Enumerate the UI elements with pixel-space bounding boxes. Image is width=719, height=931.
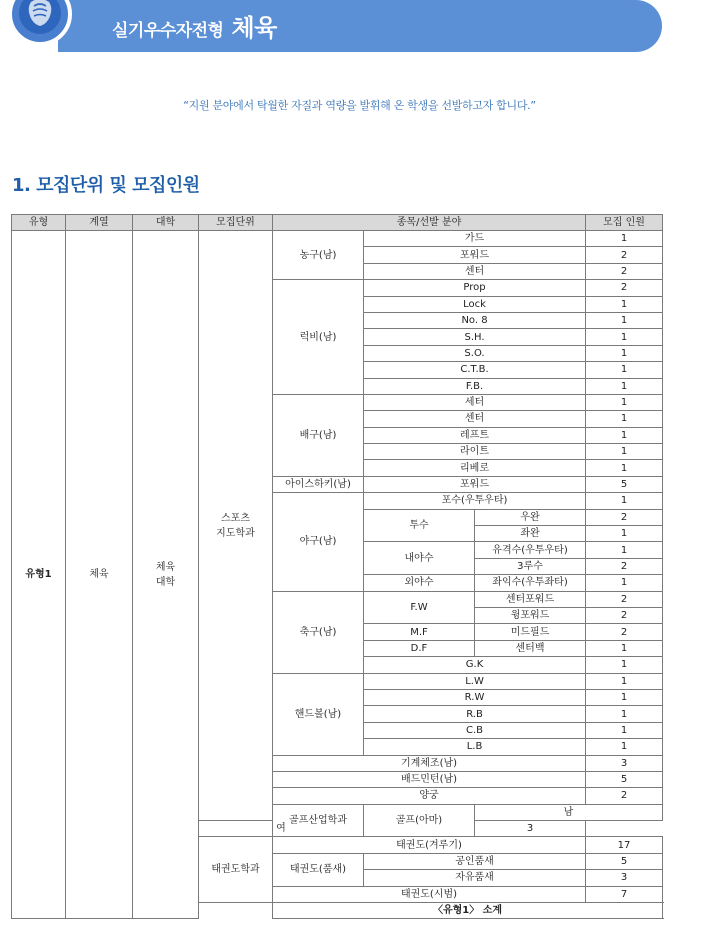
position-group: M.F xyxy=(364,624,475,640)
intro-quote: “지원 분야에서 탁월한 자질과 역량을 발휘해 온 학생을 선발하고자 합니다.” xyxy=(183,99,536,112)
position-cell: 센터백 xyxy=(475,640,586,656)
position-cell: Lock xyxy=(364,296,586,312)
count-cell: 1 xyxy=(586,312,663,328)
position-cell: 여 xyxy=(199,821,364,837)
sport-cell: 태권도(겨루기) xyxy=(273,837,586,853)
count-cell: 1 xyxy=(586,526,663,542)
count-cell: 1 xyxy=(586,657,663,673)
count-cell: 17 xyxy=(586,837,663,853)
sport-cell: 기계체조(남) xyxy=(273,755,586,771)
count-cell: 1 xyxy=(586,739,663,755)
position-cell: Prop xyxy=(364,280,586,296)
sport-rugby: 럭비(남) xyxy=(273,280,364,395)
sport-soccer: 축구(남) xyxy=(273,591,364,673)
count-cell: 5 xyxy=(586,476,663,492)
count-cell: 1 xyxy=(586,394,663,410)
sport-cell: 배드민턴(남) xyxy=(273,771,586,787)
count-cell: 2 xyxy=(586,247,663,263)
count-cell: 5 xyxy=(586,853,663,869)
header-count: 모집 인원 xyxy=(586,215,663,231)
position-cell: 리베로 xyxy=(364,460,586,476)
lion-emblem-icon xyxy=(19,0,61,34)
type-cell: 유형1 xyxy=(12,231,66,919)
count-cell: 1 xyxy=(586,673,663,689)
count-cell: 2 xyxy=(586,788,663,804)
position-cell: 센터포워드 xyxy=(475,591,586,607)
sport-icehockey: 아이스하키(남) xyxy=(273,476,364,492)
position-cell: 센터 xyxy=(364,411,586,427)
recruitment-table xyxy=(11,214,663,919)
position-cell: 우완 xyxy=(475,509,586,525)
sport-basketball: 농구(남) xyxy=(273,231,364,280)
sport-volleyball: 배구(남) xyxy=(273,394,364,476)
count-cell: 5 xyxy=(586,771,663,787)
position-cell: 센터 xyxy=(364,263,586,279)
count-cell: 1 xyxy=(586,362,663,378)
header-track: 계열 xyxy=(66,215,133,231)
header-type: 유형 xyxy=(12,215,66,231)
count-cell: 1 xyxy=(586,640,663,656)
position-cell: 자유품새 xyxy=(364,870,586,886)
count-cell: 3 xyxy=(586,870,663,886)
table-row xyxy=(12,231,663,247)
position-cell: 3루수 xyxy=(475,558,586,574)
count-cell: 1 xyxy=(586,345,663,361)
position-cell: 좌완 xyxy=(475,526,586,542)
count-cell: 1 xyxy=(586,542,663,558)
count-cell: 1 xyxy=(586,460,663,476)
sport-taekwondo-poomsae: 태권도(품새) xyxy=(273,853,364,886)
position-cell: 라이트 xyxy=(364,444,586,460)
count-cell: 1 xyxy=(586,493,663,509)
position-cell: L.B xyxy=(364,739,586,755)
position-cell: F.B. xyxy=(364,378,586,394)
position-cell: 윙포워드 xyxy=(475,607,586,623)
position-group: F.W xyxy=(364,591,475,624)
count-cell: 1 xyxy=(586,231,663,247)
header-unit: 모집단위 xyxy=(199,215,273,231)
position-cell: C.T.B. xyxy=(364,362,586,378)
college-cell: 체육 대학 xyxy=(133,231,199,919)
position-cell: S.H. xyxy=(364,329,586,345)
position-group: D.F xyxy=(364,640,475,656)
position-cell: 미드필드 xyxy=(475,624,586,640)
count-cell: 2 xyxy=(586,280,663,296)
position-cell: 공인품새 xyxy=(364,853,586,869)
table-header-row xyxy=(12,215,663,231)
position-cell: No. 8 xyxy=(364,312,586,328)
sport-cell: 태권도(시범) xyxy=(273,886,586,902)
position-cell: 레프트 xyxy=(364,427,586,443)
position-cell: 포수(우투우타) xyxy=(364,493,586,509)
count-cell: 1 xyxy=(586,411,663,427)
sport-golf: 골프(아마) xyxy=(364,804,475,837)
position-cell: 가드 xyxy=(364,231,586,247)
position-cell: 유격수(우투우타) xyxy=(475,542,586,558)
position-cell: L.W xyxy=(364,673,586,689)
field-name: 체육 xyxy=(231,14,277,42)
position-group: 투수 xyxy=(364,509,475,542)
unit-golf: 골프산업학과 xyxy=(273,804,364,837)
count-cell: 1 xyxy=(586,444,663,460)
sport-cell: 양궁 xyxy=(273,788,586,804)
position-cell: R.W xyxy=(364,689,586,705)
unit-sports: 스포츠 지도학과 xyxy=(199,231,273,821)
header-sport: 종목/선발 분야 xyxy=(273,215,586,231)
sport-handball: 핸드볼(남) xyxy=(273,673,364,755)
count-cell: 1 xyxy=(586,722,663,738)
count-cell: 1 xyxy=(586,689,663,705)
subtotal-label: 〈유형1〉 소계 xyxy=(273,903,663,919)
count-cell: 2 xyxy=(586,509,663,525)
section-title: 1. 모집단위 및 모집인원 xyxy=(12,175,200,196)
position-group: 내야수 xyxy=(364,542,475,575)
position-cell: 남 xyxy=(475,804,663,820)
admission-type: 실기우수자전형 xyxy=(112,21,224,41)
count-cell: 1 xyxy=(586,378,663,394)
position-cell: 포워드 xyxy=(364,476,586,492)
count-cell: 7 xyxy=(586,886,663,902)
track-cell: 체육 xyxy=(66,231,133,919)
count-cell: 2 xyxy=(586,558,663,574)
count-cell: 3 xyxy=(475,821,586,837)
count-cell: 2 xyxy=(586,607,663,623)
position-cell: 세터 xyxy=(364,394,586,410)
position-cell: R.B xyxy=(364,706,586,722)
banner-title xyxy=(112,8,277,43)
count-cell: 1 xyxy=(586,575,663,591)
sport-baseball: 야구(남) xyxy=(273,493,364,591)
position-cell: G.K xyxy=(364,657,586,673)
count-cell: 2 xyxy=(586,263,663,279)
unit-taekwondo: 태권도학과 xyxy=(199,837,273,903)
count-cell: 2 xyxy=(586,591,663,607)
header-college: 대학 xyxy=(133,215,199,231)
count-cell: 1 xyxy=(586,329,663,345)
count-cell: 1 xyxy=(586,427,663,443)
position-cell: C.B xyxy=(364,722,586,738)
position-group: 외야수 xyxy=(364,575,475,591)
count-cell: 3 xyxy=(586,755,663,771)
count-cell: 1 xyxy=(586,296,663,312)
position-cell: S.O. xyxy=(364,345,586,361)
position-cell: 포워드 xyxy=(364,247,586,263)
count-cell: 2 xyxy=(586,624,663,640)
position-cell: 좌익수(우투좌타) xyxy=(475,575,586,591)
count-cell: 1 xyxy=(586,706,663,722)
